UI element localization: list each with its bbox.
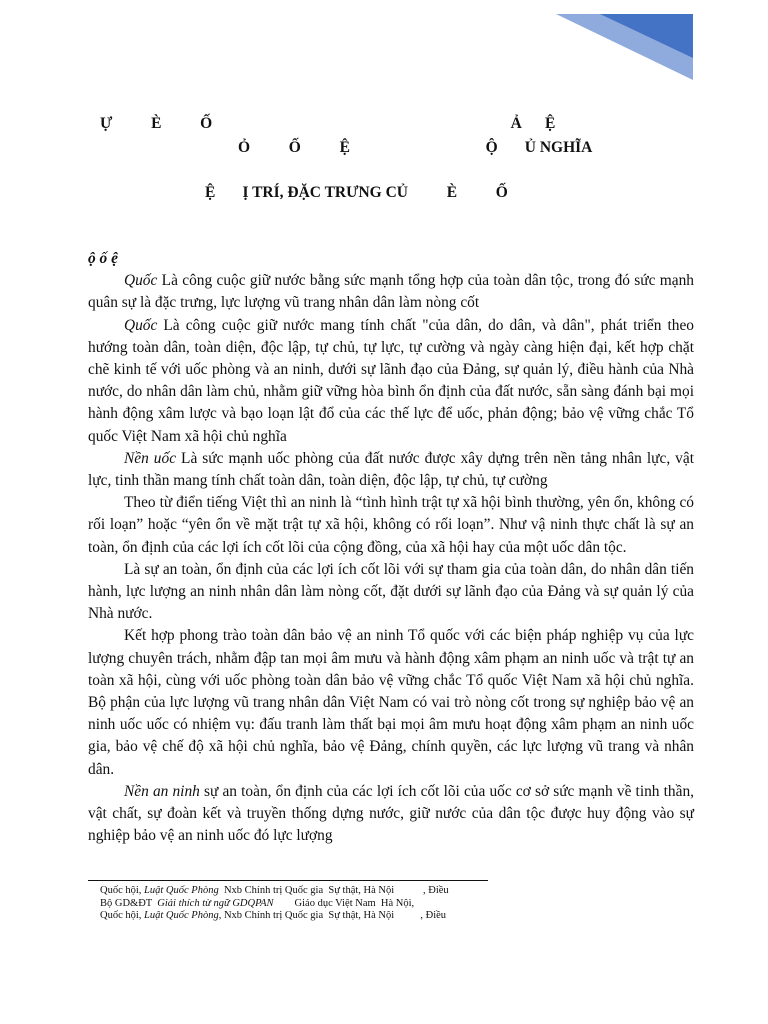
- footnote: [100, 910, 488, 923]
- paragraph-text: Là công cuộc giữ nước mang tính chất "của dân, do dân, và dân", phát triển theo hướng toàn dân, toàn diện, độc lập, tự chủ, tự lực, tự cường và ngày càng hiện đại, kết hợp chặt chẽ kinh tế với uốc phòng và an ninh, dưới sự lãnh đạo của Đảng, sự quản lý, điều hành của Nhà nước, do nhân dân làm chủ, nhằm giữ vững hòa bình ổn định của đất nước, sẵn sàng đánh bại mọi hành động xâm lược và bạo loạn lật đổ của các thế lực để uốc, phản động; bảo vệ vững chắc Tổ quốc Việt Nam xã hội chủ nghĩa: [88, 316, 694, 445]
- paragraph-text: sự an toàn, ổn định của các lợi ích cốt lõi của uốc cơ sở sức mạnh về tinh thần, vật chất, sự đoàn kết và truyền thống dựng nước, giữ nước của dân tộc được huy động vào sự nghiệp bảo vệ an ninh uốc đó lực lượng: [88, 782, 694, 845]
- document-body: [88, 248, 694, 847]
- footnotes: [88, 880, 488, 923]
- footnote-title: Luật Quốc Phòng: [144, 910, 219, 921]
- footnote: [100, 885, 488, 898]
- term-label: Nền an ninh: [124, 782, 200, 800]
- paragraph-text: Là công cuộc giữ nước bằng sức mạnh tổng hợp của toàn dân tộc, trong đó sức mạnh quân sự là đặc trưng, lực lượng vũ trang nhân dân làm nòng cốt: [88, 272, 694, 312]
- paragraph: [88, 448, 694, 492]
- paragraph: [88, 315, 694, 448]
- footnote-text: Bộ GD&ĐT: [100, 897, 158, 909]
- footnote-title: Giải thích từ ngữ GDQPAN: [157, 897, 274, 909]
- paragraph-text: Là sức mạnh uốc phòng của đất nước được xây dựng trên nền tảng nhân lực, vật lực, tinh thần mang tính chất toàn dân, toàn diện, độc lập, tự chủ, tự cường: [88, 449, 694, 490]
- section-title: Ệ Ị TRÍ, ĐẶC TRƯNG CỦ È Ố: [205, 184, 508, 201]
- paragraph: [88, 781, 694, 848]
- footnote-text: Quốc hội,: [100, 910, 145, 921]
- paragraph-text: Kết hợp phong trào toàn dân bảo vệ an ninh Tổ quốc với các biện pháp nghiệp vụ của lực lượng chuyên trách, nhằm đập tan mọi âm mưu và hành động xâm phạm an ninh uốc và trật tự an toàn xã hội, cùng với uốc phòng toàn dân bảo vệ vững chắc Tổ quốc Việt Nam xã hội chủ nghĩa. Bộ phận của lực lượng vũ trang nhân dân Việt Nam có vai trò nòng cốt trong sự nghiệp bảo vệ an ninh uốc uốc có nhiệm vụ: đấu tranh làm thất bại mọi âm mưu hoạt động xâm phạm an ninh uốc gia, bảo vệ chế độ xã hội chủ nghĩa, bảo vệ Đảng, chính quyền, các lực lượng vũ trang và nhân dân.: [88, 627, 694, 778]
- footnote-text: , Nxb Chính trị Quốc gia Sự thật, Hà Nội , Điều: [218, 910, 447, 921]
- footnote-title: Luật Quốc Phòng: [144, 885, 219, 896]
- footnote-text: Quốc hội,: [100, 885, 145, 896]
- paragraph: [88, 270, 694, 314]
- chapter-title-line-2: Ỏ Ố Ệ Ộ Ủ NGHĨA: [238, 139, 593, 156]
- footnote-text: Nxb Chính trị Quốc gia Sự thật, Hà Nội , Điều: [218, 885, 449, 896]
- chapter-title-line-1: Ự È Ố Ả Ệ: [100, 115, 556, 132]
- term-label: Nền uốc: [124, 449, 177, 467]
- paragraph: [88, 492, 694, 559]
- footnote-list: [88, 885, 488, 923]
- paragraph-list: [88, 270, 694, 847]
- paragraph-text: Là sự an toàn, ổn định của các lợi ích cốt lõi với sự tham gia của toàn dân, do nhân dân tiến hành, lực lượng an ninh nhân dân làm nòng cốt, đặt dưới sự lãnh đạo của Đảng và sự quản lý của Nhà nước.: [88, 560, 694, 623]
- paragraph: [88, 625, 694, 780]
- subheading: ộ ố ệ: [88, 250, 118, 267]
- paragraph: [88, 559, 694, 626]
- footnote: [100, 898, 488, 911]
- footnote-text: Giáo dục Việt Nam Hà Nội,: [273, 897, 415, 909]
- term-label: Quốc: [124, 316, 158, 334]
- term-label: Quốc: [124, 272, 158, 290]
- corner-decoration: [0, 0, 768, 100]
- paragraph-text: Theo từ điển tiếng Việt thì an ninh là “tình hình trật tự xã hội bình thường, yên ổn, không có rối loạn” hoặc “yên ổn về mặt trật tự xã hội, không có rối loạn”. Như vậ ninh thực chất là sự an toàn, ổn định của các lợi ích cốt lõi của cộng đồng, của xã hội hay của một uốc dân tộc.: [88, 494, 694, 556]
